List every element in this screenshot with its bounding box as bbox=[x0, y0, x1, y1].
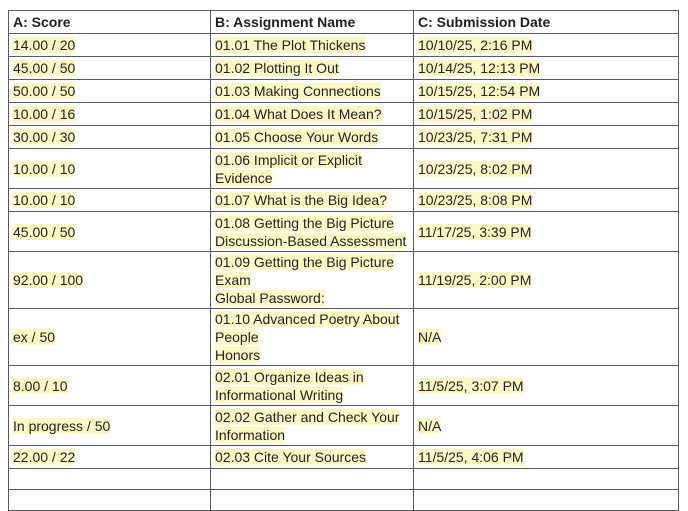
table-row bbox=[9, 446, 679, 469]
empty-row bbox=[9, 490, 679, 511]
submission-date-cell[interactable] bbox=[414, 446, 679, 469]
score-cell[interactable] bbox=[9, 406, 211, 446]
assignment-name-cell[interactable] bbox=[211, 189, 414, 212]
score-value: 10.00 / 10 bbox=[13, 192, 76, 208]
assignment-name-line: Global Password: bbox=[215, 290, 325, 306]
submission-date-value: N/A bbox=[418, 329, 442, 345]
score-cell[interactable] bbox=[9, 34, 211, 57]
assignment-name-line: Discussion-Based Assessment bbox=[215, 232, 407, 249]
assignment-name-line: 01.01 The Plot Thickens bbox=[215, 37, 366, 53]
score-header: A: Score bbox=[9, 11, 211, 34]
assignment-name-cell[interactable] bbox=[211, 34, 414, 57]
score-cell[interactable] bbox=[9, 103, 211, 126]
submission-date-cell[interactable] bbox=[414, 406, 679, 446]
assignments-table bbox=[8, 10, 679, 511]
assignment-name-cell[interactable] bbox=[211, 446, 414, 469]
submission-date-cell[interactable] bbox=[414, 309, 679, 366]
assignment-name-cell[interactable] bbox=[211, 103, 414, 126]
score-value: 8.00 / 10 bbox=[13, 377, 68, 394]
score-value: ex / 50 bbox=[13, 329, 56, 345]
table-row bbox=[9, 34, 679, 57]
score-cell[interactable] bbox=[9, 80, 211, 103]
score-value: 30.00 / 30 bbox=[13, 129, 76, 145]
assignment-name-cell[interactable] bbox=[211, 406, 414, 446]
submission-date-cell[interactable] bbox=[414, 126, 679, 149]
submission-date-cell[interactable] bbox=[414, 57, 679, 80]
assignment-name-cell[interactable] bbox=[211, 80, 414, 103]
submission-date-value: 10/23/25, 7:31 PM bbox=[418, 129, 533, 145]
empty-row bbox=[9, 469, 679, 490]
table-row bbox=[9, 57, 679, 80]
score-cell[interactable] bbox=[9, 189, 211, 212]
assignment-name-line: Informational Writing bbox=[215, 386, 344, 403]
score-cell[interactable] bbox=[9, 366, 211, 406]
assignment-name-cell[interactable] bbox=[211, 252, 414, 309]
table-row bbox=[9, 189, 679, 212]
submission-date-cell[interactable] bbox=[414, 252, 679, 309]
submission-date-value: 10/23/25, 8:08 PM bbox=[418, 192, 533, 208]
score-value: 45.00 / 50 bbox=[13, 223, 76, 240]
gradebook-sheet bbox=[8, 10, 678, 511]
submission-date-value: N/A bbox=[418, 417, 442, 434]
score-value: 10.00 / 10 bbox=[13, 160, 76, 177]
empty-cell[interactable] bbox=[211, 490, 414, 511]
score-cell[interactable] bbox=[9, 149, 211, 189]
table-row bbox=[9, 126, 679, 149]
table-row bbox=[9, 406, 679, 446]
submission-date-value: 10/10/25, 2:16 PM bbox=[418, 37, 533, 53]
empty-cell[interactable] bbox=[414, 490, 679, 511]
score-cell[interactable] bbox=[9, 57, 211, 80]
assignment-name-cell[interactable] bbox=[211, 366, 414, 406]
assignment-name-line: Exam bbox=[215, 272, 251, 288]
assignment-name-cell[interactable] bbox=[211, 309, 414, 366]
empty-cell[interactable] bbox=[414, 469, 679, 490]
submission-date-cell[interactable] bbox=[414, 80, 679, 103]
assignment-name-line: 01.08 Getting the Big Picture bbox=[215, 214, 394, 231]
table-row bbox=[9, 252, 679, 309]
score-cell[interactable] bbox=[9, 126, 211, 149]
score-value: 92.00 / 100 bbox=[13, 272, 84, 288]
assignment-name-line: 01.07 What is the Big Idea? bbox=[215, 192, 387, 208]
assignment-name-line: Information bbox=[215, 426, 286, 443]
submission-date-value: 10/15/25, 12:54 PM bbox=[418, 83, 541, 99]
assignment-name-line: 01.04 What Does It Mean? bbox=[215, 106, 382, 122]
assignment-name-header: B: Assignment Name bbox=[211, 11, 414, 34]
submission-date-value: 11/5/25, 4:06 PM bbox=[418, 449, 524, 465]
submission-date-cell[interactable] bbox=[414, 149, 679, 189]
submission-date-value: 11/5/25, 3:07 PM bbox=[418, 377, 524, 394]
score-value: 50.00 / 50 bbox=[13, 83, 76, 99]
table-row bbox=[9, 149, 679, 189]
table-row bbox=[9, 309, 679, 366]
submission-date-cell[interactable] bbox=[414, 366, 679, 406]
assignment-name-line: 01.03 Making Connections bbox=[215, 83, 381, 99]
assignment-name-line: 01.10 Advanced Poetry About bbox=[215, 311, 400, 327]
empty-cell[interactable] bbox=[9, 490, 211, 511]
table-body bbox=[9, 34, 679, 511]
score-cell[interactable] bbox=[9, 446, 211, 469]
table-row bbox=[9, 212, 679, 252]
score-cell[interactable] bbox=[9, 212, 211, 252]
empty-cell[interactable] bbox=[9, 469, 211, 490]
score-value: 14.00 / 20 bbox=[13, 37, 76, 53]
submission-date-cell[interactable] bbox=[414, 212, 679, 252]
assignment-name-line: 02.03 Cite Your Sources bbox=[215, 449, 366, 465]
assignment-name-line: 02.02 Gather and Check Your bbox=[215, 408, 400, 425]
empty-cell[interactable] bbox=[211, 469, 414, 490]
score-value: 45.00 / 50 bbox=[13, 60, 76, 76]
assignment-name-line: 02.01 Organize Ideas in bbox=[215, 368, 364, 385]
assignment-name-line: Honors bbox=[215, 347, 261, 363]
score-value: 10.00 / 16 bbox=[13, 106, 76, 122]
assignment-name-cell[interactable] bbox=[211, 149, 414, 189]
assignment-name-cell[interactable] bbox=[211, 212, 414, 252]
assignment-name-line: 01.05 Choose Your Words bbox=[215, 129, 379, 145]
table-row bbox=[9, 80, 679, 103]
submission-date-value: 10/15/25, 1:02 PM bbox=[418, 106, 533, 122]
assignment-name-line: 01.06 Implicit or Explicit bbox=[215, 151, 363, 168]
assignment-name-cell[interactable] bbox=[211, 57, 414, 80]
score-cell[interactable] bbox=[9, 309, 211, 366]
table-row bbox=[9, 103, 679, 126]
table-row bbox=[9, 366, 679, 406]
submission-date-cell[interactable] bbox=[414, 34, 679, 57]
assignment-name-cell[interactable] bbox=[211, 126, 414, 149]
submission-date-cell[interactable] bbox=[414, 189, 679, 212]
submission-date-value: 11/17/25, 3:39 PM bbox=[418, 223, 532, 240]
score-cell[interactable] bbox=[9, 252, 211, 309]
submission-date-value: 10/23/25, 8:02 PM bbox=[418, 160, 533, 177]
score-value: 22.00 / 22 bbox=[13, 449, 76, 465]
header-row bbox=[9, 11, 679, 34]
assignment-name-line: 01.09 Getting the Big Picture bbox=[215, 254, 394, 270]
submission-date-header: C: Submission Date bbox=[414, 11, 679, 34]
submission-date-value: 11/19/25, 2:00 PM bbox=[418, 272, 532, 288]
assignment-name-line: 01.02 Plotting It Out bbox=[215, 60, 339, 76]
score-value: In progress / 50 bbox=[13, 417, 111, 434]
assignment-name-line: Evidence bbox=[215, 169, 273, 186]
assignment-name-line: People bbox=[215, 329, 259, 345]
submission-date-cell[interactable] bbox=[414, 103, 679, 126]
submission-date-value: 10/14/25, 12:13 PM bbox=[418, 60, 541, 76]
